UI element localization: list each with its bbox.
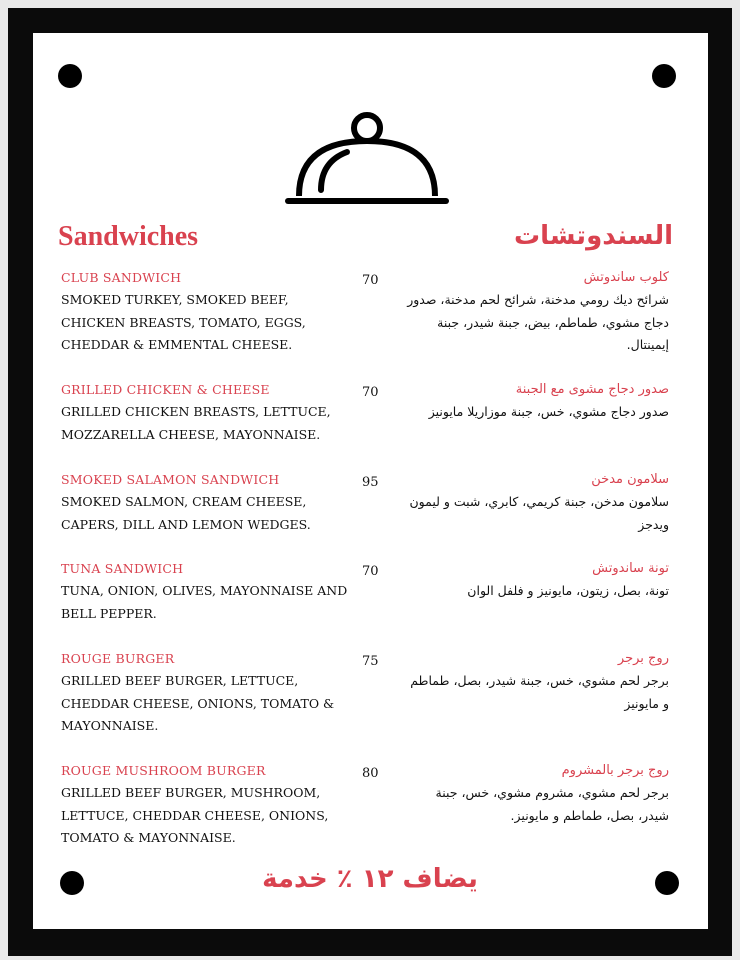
item-price: 70 (362, 564, 379, 579)
item-description-en: SMOKED SALMON, CREAM CHEESE, CAPERS, DILL AND LEMON WEDGES. (61, 494, 311, 532)
item-description-en: GRILLED BEEF BURGER, MUSHROOM, LETTUCE, CHEDDAR CHEESE, ONIONS, TOMATO & MAYONNAISE. (61, 785, 329, 845)
item-description-ar: صدور دجاج مشوي، خس، جبنة موزاريلا مايونيز (428, 404, 669, 419)
item-name-en: SMOKED SALAMON SANDWICH (61, 472, 280, 487)
item-description-en: GRILLED CHICKEN BREASTS, LETTUCE, MOZZARELLA CHEESE, MAYONNAISE. (61, 404, 331, 442)
item-name-en: ROUGE MUSHROOM BURGER (61, 763, 266, 778)
item-description-ar: برجر لحم مشوي، خس، جبنة شيدر، بصل، طماطم و مايونيز (410, 673, 669, 711)
item-name-ar: روج برجر (617, 651, 669, 666)
item-description-ar: سلامون مدخن، جبنة كريمي، كابري، شبت و ليمون ويدجز (409, 494, 669, 532)
section-title-ar: السندوتشات (513, 221, 673, 251)
corner-dot-top-right (652, 64, 676, 88)
item-name-en: TUNA SANDWICH (61, 561, 184, 576)
item-price: 70 (362, 273, 379, 288)
item-name-ar: روج برجر بالمشروم (561, 763, 669, 778)
item-name-ar: صدور دجاج مشوى مع الجبنة (515, 382, 669, 397)
item-description-en: GRILLED BEEF BURGER, LETTUCE, CHEDDAR CHEESE, ONIONS, TOMATO & MAYONNAISE. (61, 673, 335, 733)
item-description-ar: تونة، بصل، زيتون، مايونيز و فلفل الوان (467, 583, 669, 598)
corner-dot-top-left (58, 64, 82, 88)
item-name-en: GRILLED CHICKEN & CHEESE (61, 382, 270, 397)
item-price: 95 (362, 475, 379, 490)
item-price: 75 (362, 654, 379, 669)
item-description-ar: شرائح ديك رومي مدخنة، شرائح لحم مدخنة، صدور دجاج مشوي، طماطم، بيض، جبنة شيدر، جبنة إيمينتال. (407, 292, 669, 352)
section-title-en: Sandwiches (58, 221, 199, 252)
item-description-en: SMOKED TURKEY, SMOKED BEEF, CHICKEN BREASTS, TOMATO, EGGS, CHEDDAR & EMMENTAL CHEESE. (61, 292, 306, 352)
item-name-ar: تونة ساندوتش (592, 561, 669, 576)
item-description-ar: برجر لحم مشوي، مشروم مشوي، خس، جبنة شيدر، بصل، طماطم و مايونيز. (435, 785, 669, 823)
serving-cloche-icon (285, 110, 449, 208)
item-description-en: TUNA, ONION, OLIVES, MAYONNAISE AND BELL PEPPER. (61, 583, 348, 621)
item-price: 80 (362, 766, 379, 781)
item-name-ar: كلوب ساندوتش (583, 270, 669, 285)
item-name-en: ROUGE BURGER (61, 651, 175, 666)
service-charge-note: يضاف ١٢ ٪ خدمة (262, 864, 478, 894)
item-name-ar: سلامون مدخن (591, 472, 669, 487)
item-price: 70 (362, 385, 379, 400)
item-name-en: CLUB SANDWICH (61, 270, 182, 285)
